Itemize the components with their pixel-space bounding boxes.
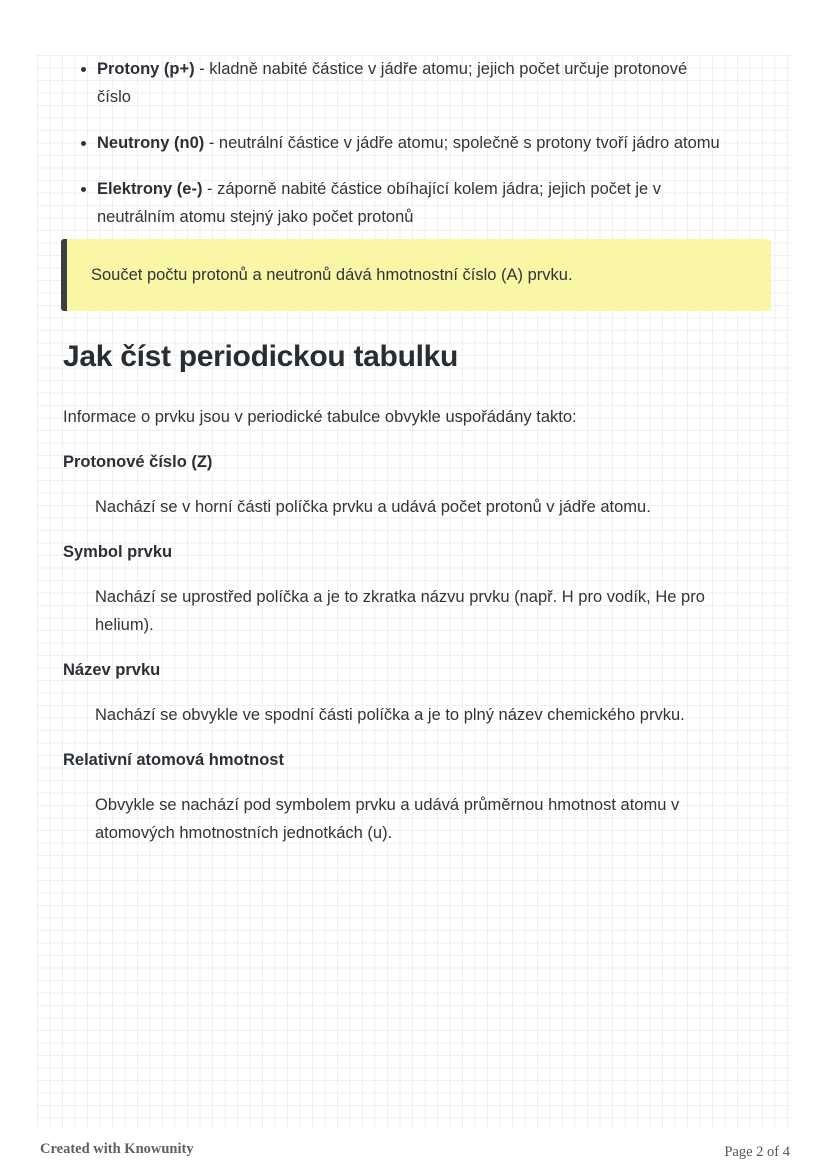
callout-text: Součet počtu protonů a neutronů dává hmotnostní číslo (A) prvku.	[91, 266, 573, 284]
page-number: Page 2 of 4	[724, 1144, 790, 1160]
definition-line: - záporně nabité částice obíhající kolem jádra; jejich počet je v	[202, 180, 662, 198]
definition-line: - neutrální částice v jádře atomu; společně s protony tvoří jádro atomu	[204, 134, 720, 152]
footer-branding: Created with Knowunity	[40, 1141, 194, 1157]
section-title-proton-number: Protonové číslo (Z)	[63, 453, 213, 471]
term-electrons: Elektrony (e-)	[97, 180, 203, 198]
notebook-grid-area	[37, 55, 791, 1128]
intro-paragraph: Informace o prvku jsou v periodické tabulce obvykle uspořádány takto:	[63, 408, 577, 426]
section-body	[63, 791, 765, 847]
body-line: Nachází se uprostřed políčka a je to zkratka názvu prvku (např. H pro vodík, He pro	[95, 588, 705, 606]
term-neutrons: Neutrony (n0)	[97, 134, 205, 152]
body-line: Obvykle se nachází pod symbolem prvku a udává průměrnou hmotnost atomu v	[95, 796, 680, 814]
section-body	[63, 493, 765, 521]
section-body	[63, 583, 765, 639]
page-title: Jak číst periodickou tabulku	[63, 340, 459, 373]
body-line: Nachází se obvykle ve spodní části políčka a je to plný název chemického prvku.	[95, 706, 685, 724]
definition-line: číslo	[97, 88, 131, 106]
particle-list	[63, 55, 765, 231]
definition-line: - kladně nabité částice v jádře atomu; jejich počet určuje protonové	[194, 60, 688, 78]
section-title-element-name: Název prvku	[63, 661, 161, 679]
body-line: atomových hmotnostních jednotkách (u).	[95, 824, 393, 842]
list-item-protons	[97, 55, 765, 111]
section-body	[63, 701, 765, 729]
list-item-neutrons	[97, 129, 765, 157]
body-line: Nachází se v horní části políčka prvku a udává počet protonů v jádře atomu.	[95, 498, 651, 516]
highlight-callout	[61, 239, 771, 311]
section-title-atomic-mass: Relativní atomová hmotnost	[63, 751, 284, 769]
list-item-electrons	[97, 175, 765, 231]
body-line: helium).	[95, 616, 154, 634]
section-title-element-symbol: Symbol prvku	[63, 543, 173, 561]
definition-line: neutrálním atomu stejný jako počet protonů	[97, 208, 414, 226]
term-protons: Protony (p+)	[97, 60, 195, 78]
